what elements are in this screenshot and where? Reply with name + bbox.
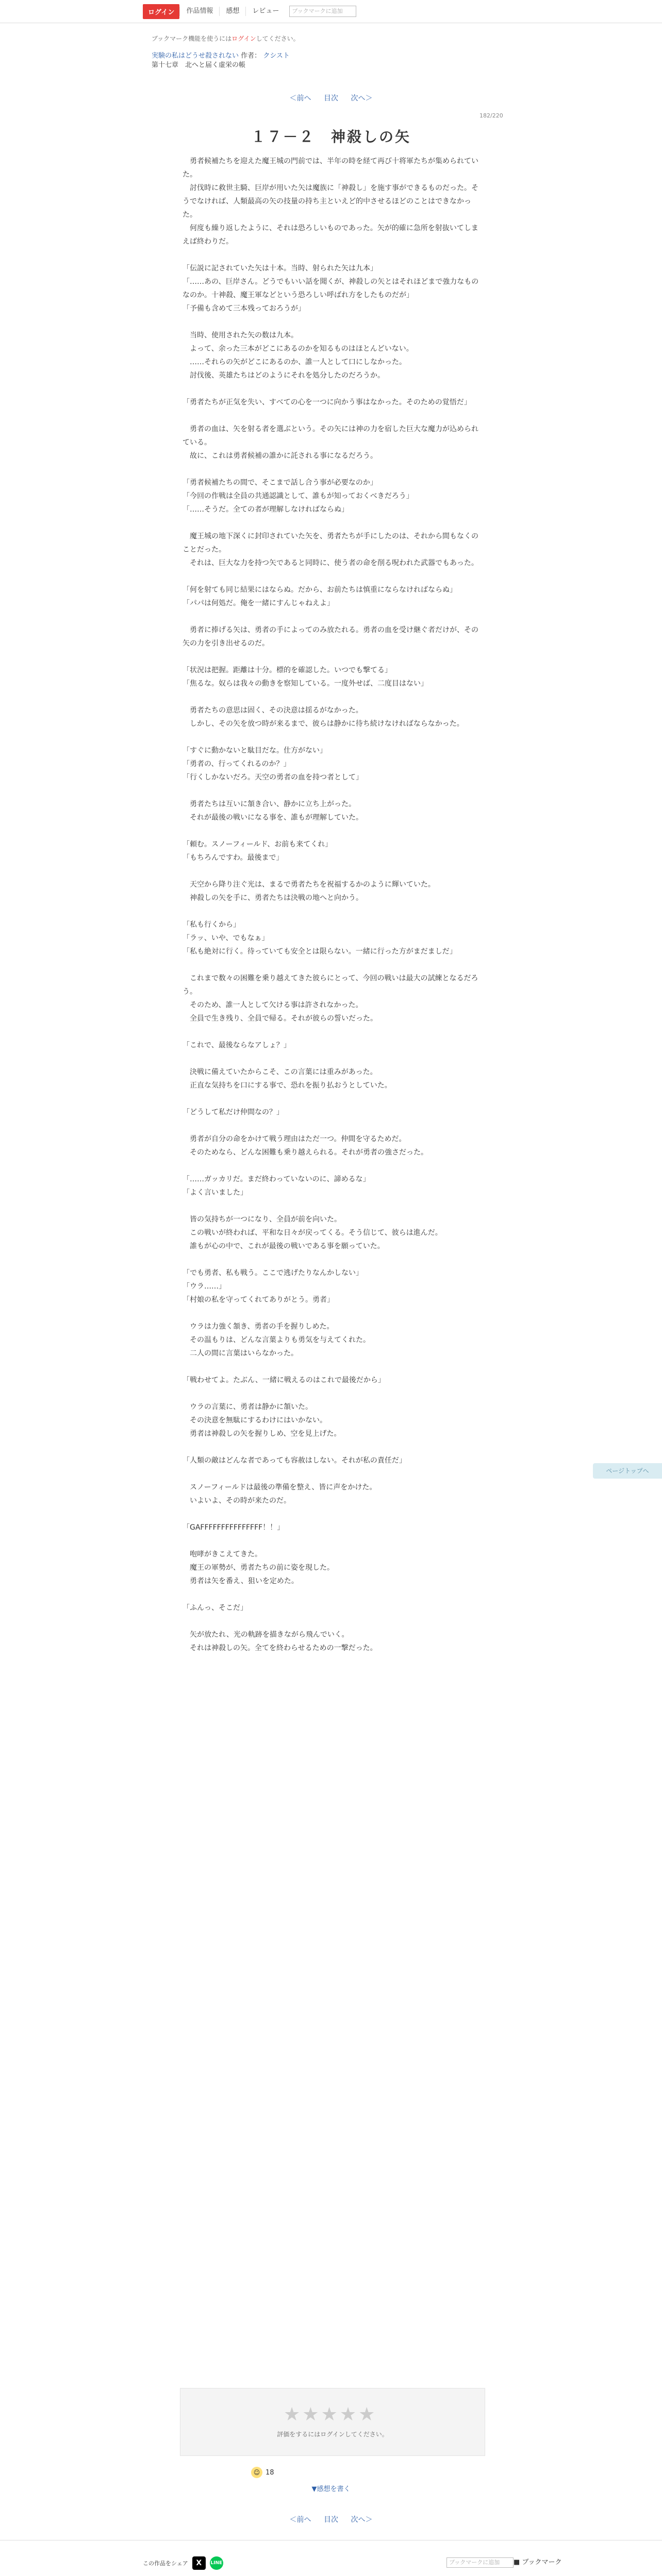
body-paragraph: [183, 610, 482, 623]
write-impression-link[interactable]: ▼感想を書く: [311, 2485, 351, 2493]
share-row: [143, 2556, 223, 2570]
body-paragraph: 勇者は神殺しの矢を握りしめ、空を見上げた。: [183, 1430, 341, 1438]
body-paragraph: 「伝説に記されていた矢は十本。当時、射られた矢は九本」: [183, 264, 377, 273]
body-paragraph: [183, 824, 482, 838]
body-paragraph: 勇者たちは互いに頷き合い、静かに立ち上がった。: [183, 800, 356, 808]
notice-login-link[interactable]: ログイン: [231, 35, 256, 42]
body-paragraph: 勇者たちの意思は固く、その決意は揺るがなかった。: [183, 706, 363, 715]
likes-count: 18: [266, 2468, 274, 2477]
body-paragraph: しかし、その矢を放つ時が来るまで、彼らは静かに待ち続けなければならなかった。: [183, 720, 464, 728]
body-paragraph: [183, 1507, 482, 1521]
body-paragraph: [183, 865, 482, 878]
body-paragraph: 「今回の作戦は全員の共通認識として、誰もが知っておくべきだろう」: [183, 492, 413, 500]
body-paragraph: [183, 1387, 482, 1400]
body-paragraph: [183, 1025, 482, 1039]
body-paragraph: 決戦に備えていたからこそ、この言葉には重みがあった。: [183, 1068, 377, 1076]
body-paragraph: それが最後の戦いになる事を、誰もが理解していた。: [183, 814, 363, 822]
nav-item-impressions[interactable]: 感想: [219, 7, 245, 16]
series-title-line: [152, 52, 290, 61]
body-paragraph: 天空から降り注ぐ光は、まるで勇者たちを祝福するかのように輝いていた。: [183, 880, 435, 889]
body-paragraph: [183, 315, 482, 329]
body-paragraph: 「よく言いました」: [183, 1189, 247, 1197]
body-paragraph: [183, 409, 482, 422]
body-paragraph: [183, 1534, 482, 1548]
body-paragraph: 勇者の血は、矢を射る者を選ぶという。その矢には神の力を宿した巨大な魔力が込められている。: [183, 425, 478, 447]
bookmark-add-button-bottom[interactable]: ブックマークに追加: [446, 2557, 514, 2568]
bookmark-login-notice: [152, 34, 300, 43]
body-paragraph: 「ウラ……」: [183, 1282, 226, 1291]
author-label: 作者：: [241, 52, 261, 60]
body-paragraph: 勇者が自分の命をかけて戦う理由はただ一つ。仲間を守るためだ。: [183, 1135, 406, 1143]
body-paragraph: [183, 958, 482, 972]
body-paragraph: 咆哮がきこえてきた。: [183, 1550, 262, 1558]
body-paragraph: [183, 1159, 482, 1173]
body-paragraph: [183, 1615, 482, 1628]
body-paragraph: 「勇者たちが正気を失い、すべての心を一つに向かう事はなかった。そのための覚悟だ」: [183, 398, 471, 406]
login-button[interactable]: ログイン: [143, 4, 179, 19]
body-paragraph: 「私も絶対に行く。待っていても安全とは限らない。一緒に行った方がまだましだ」: [183, 947, 457, 956]
bookmark-button[interactable]: [514, 2556, 562, 2566]
body-paragraph: 「焦るな。奴らは我々の動きを察知している。一度外せば、二度目はない」: [183, 680, 428, 688]
body-paragraph: 「戦わせてよ。たぶん、一緒に戦えるのはこれで最後だから」: [183, 1376, 385, 1384]
body-paragraph: 「ふんっ、そこだ」: [183, 1604, 247, 1612]
prev-chapter-link-bottom[interactable]: ＜前へ: [289, 2516, 311, 2524]
body-paragraph: 魔王の軍勢が、勇者たちの前に姿を現した。: [183, 1564, 334, 1572]
x-share-icon[interactable]: X: [192, 2556, 206, 2570]
smile-icon: ☺: [251, 2467, 262, 2478]
body-paragraph: スノーフィールドは最後の準備を整え、皆に声をかけた。: [183, 1483, 377, 1492]
body-paragraph: [183, 382, 482, 396]
body-paragraph: 「私も行くから」: [183, 921, 240, 929]
notice-suffix: してください。: [256, 35, 300, 42]
body-paragraph: そのためなら、どんな困難も乗り越えられる。それが勇者の強さだった。: [183, 1148, 428, 1157]
body-paragraph: ウラは力強く頷き、勇者の手を握りしめた。: [183, 1323, 334, 1331]
body-paragraph: 故に、これは勇者候補の誰かに託される事になるだろう。: [183, 452, 377, 460]
share-label: この作品をシェア: [143, 2560, 188, 2567]
body-paragraph: [183, 731, 482, 744]
bookmark-add-button[interactable]: ブックマークに追加: [289, 6, 356, 17]
body-paragraph: [183, 463, 482, 476]
body-paragraph: 矢が放たれ、光の軌跡を描きながら飛んでいく。: [183, 1631, 349, 1639]
likes[interactable]: [251, 2467, 274, 2478]
body-paragraph: 勇者は矢を番え、狙いを定めた。: [183, 1577, 299, 1585]
body-paragraph: 誰もが心の中で、これが最後の戦いである事を願っていた。: [183, 1242, 385, 1250]
body-paragraph: 「でも勇者、私も戦う。ここで逃げたりなんかしない」: [183, 1269, 363, 1277]
body-paragraph: [183, 1052, 482, 1065]
body-paragraph: 当時、使用された矢の数は九本。: [183, 331, 298, 340]
body-paragraph: [183, 1253, 482, 1266]
body-paragraph: ウラの言葉に、勇者は静かに頷いた。: [183, 1403, 312, 1411]
body-paragraph: 「勇者の、行ってくれるのか？」: [183, 760, 291, 768]
next-chapter-link[interactable]: 次へ＞: [351, 94, 373, 103]
body-paragraph: 「……あの、巨岸さん。どうでもいい話を聞くが、神殺しの矢とはそれほどまで強力なものなのか。十神殺、魔王軍などという恐ろしい呼ばれ方をしたものだが」: [183, 278, 479, 299]
body-paragraph: [183, 905, 482, 918]
body-paragraph: 「どうして私だけ仲間なの？」: [183, 1108, 284, 1116]
body-paragraph: その決意を無駄にするわけにはいかない。: [183, 1416, 327, 1425]
body-paragraph: [183, 516, 482, 530]
body-paragraph: 「もちろんですわ。最後まで」: [183, 854, 284, 862]
body-paragraph: [183, 1360, 482, 1374]
body-paragraph: 「行くしかないだろ。天空の勇者の血を持つ者として」: [183, 773, 363, 782]
body-paragraph: 神殺しの矢を手に、勇者たちは決戦の地へと向かう。: [183, 894, 363, 902]
body-paragraph: 「ラッ、いや、でもなぁ」: [183, 934, 269, 942]
body-paragraph: 勇者候補たちを迎えた魔王城の門前では、半年の時を経て再び十将軍たちが集められていた。: [183, 157, 478, 179]
body-paragraph: [183, 1119, 482, 1132]
rating-login-notice: 評価をするにはログインしてください。: [277, 2431, 388, 2438]
body-paragraph: それは神殺しの矢。全てを終わらせるための一撃だった。: [183, 1644, 377, 1652]
chapter-group: 第十七章 北へと届く虚栄の帳: [152, 61, 246, 69]
series-title-link[interactable]: 実験の私はどうせ殺されない: [152, 52, 239, 60]
body-paragraph: [183, 570, 482, 583]
notice-prefix: ブックマーク機能を使うには: [152, 35, 232, 42]
chapter-body: [183, 155, 482, 1655]
top-navigation-inner: [143, 4, 356, 19]
top-navigation: [0, 0, 662, 23]
body-paragraph: [183, 1467, 482, 1481]
toc-link-bottom[interactable]: 目次: [324, 2516, 338, 2524]
series-info: [152, 52, 290, 70]
body-paragraph: この戦いが終われば、平和な日々が戻ってくる。そう信じて、彼らは進んだ。: [183, 1229, 442, 1237]
chapter-navigation-top: [0, 93, 662, 103]
body-paragraph: それは、巨大な力を持つ矢であると同時に、使う者の命を削る呪われた武器でもあった。: [183, 559, 478, 567]
body-paragraph: 討伐後、英雄たちはどのようにそれを処分したのだろうか。: [183, 371, 385, 380]
bookmark-label: ブックマーク: [522, 2558, 562, 2566]
body-paragraph: その温もりは、どんな言葉よりも勇気を与えてくれた。: [183, 1336, 370, 1344]
nav-item-reviews[interactable]: レビュー: [245, 7, 285, 16]
body-paragraph: 「GAFFFFFFFFFFFFFFF！！」: [183, 1523, 285, 1532]
body-paragraph: 「村娘の私を守ってくれてありがとう。勇者」: [183, 1296, 334, 1304]
body-paragraph: これまで数々の困難を乗り越えてきた彼らにとって、今回の戦いは最大の試練となるだろう。: [183, 974, 478, 996]
body-paragraph: 「何を射ても同じ結果にはならぬ。だから、お前たちは慎重にならなければならぬ」: [183, 586, 457, 594]
body-paragraph: 「予備も含めて三本残っておろうが」: [183, 304, 305, 313]
body-paragraph: 正直な気持ちを口にする事で、恐れを振り払おうとしていた。: [183, 1081, 392, 1090]
body-paragraph: [183, 650, 482, 664]
body-paragraph: [183, 1092, 482, 1106]
body-paragraph: 皆の気持ちが一つになり、全員が前を向いた。: [183, 1215, 341, 1224]
body-paragraph: [183, 248, 482, 262]
next-chapter-link-bottom[interactable]: 次へ＞: [351, 2516, 373, 2524]
body-paragraph: よって、余った三本がどこにあるのかを知るものはほとんどいない。: [183, 345, 413, 353]
body-paragraph: [183, 1440, 482, 1454]
toc-link[interactable]: 目次: [324, 94, 338, 103]
body-paragraph: [183, 690, 482, 704]
body-paragraph: そのため、誰一人として欠ける事は許されなかった。: [183, 1001, 363, 1009]
bookmark-icon: ■: [514, 2558, 520, 2566]
body-paragraph: いよいよ、その時が来たのだ。: [183, 1497, 291, 1505]
nav-item-info[interactable]: 作品情報: [179, 7, 219, 16]
body-paragraph: [183, 1199, 482, 1213]
body-paragraph: 「頼む。スノーフィールド、お前も来てくれ」: [183, 840, 333, 849]
body-paragraph: [183, 784, 482, 798]
body-paragraph: 「これで、最後ならなアしょ？」: [183, 1041, 291, 1049]
body-paragraph: ……それらの矢がどこにあるのか、誰一人として口にしなかった。: [183, 358, 406, 366]
body-paragraph: 二人の間に言葉はいらなかった。: [183, 1349, 298, 1358]
author-link[interactable]: クシスト: [263, 52, 290, 60]
body-paragraph: 「勇者候補たちの間で、そこまで話し合う事が必要なのか」: [183, 479, 377, 487]
body-paragraph: 全員で生き残り、全員で帰る。それが彼らの誓いだった。: [183, 1014, 377, 1023]
body-paragraph: 「状況は把握。距離は十分。標的を確認した。いつでも撃てる」: [183, 666, 392, 674]
chapter-navigation-bottom: [0, 2514, 662, 2524]
page-top-button[interactable]: ページトップへ: [593, 1463, 662, 1479]
line-share-icon[interactable]: LINE: [210, 2556, 223, 2570]
body-paragraph: 討伐時に救世主騎、巨岸が用いた矢は魔族に「神殺し」を施す事ができるものだった。そうでなければ、人類最高の矢の技量の持ち主といえど的中させるほどのことはできなかった。: [183, 184, 478, 219]
body-paragraph: 「パパは何処だ。俺を一緒にすんじゃねえよ」: [183, 599, 334, 607]
chapter-title: １７－２ 神殺しの矢: [251, 128, 411, 145]
page-number: 182/220: [479, 112, 503, 119]
body-paragraph: 魔王城の地下深くに封印されていた矢を、勇者たちが手にしたのは、それから間もなくのことだった。: [183, 532, 478, 554]
body-paragraph: 「すぐに動かないと駄目だな。仕方がない」: [183, 747, 327, 755]
body-paragraph: [183, 1588, 482, 1601]
body-paragraph: 「人類の敵はどんな者であっても容赦はしない。それが私の責任だ」: [183, 1456, 406, 1465]
body-paragraph: [183, 1307, 482, 1320]
body-paragraph: 「……そうだ。全ての者が理解しなければならぬ」: [183, 505, 349, 514]
body-paragraph: 勇者に捧げる矢は、勇者の手によってのみ放たれる。勇者の血を受け継ぐ者だけが、その矢の力を引き出せるのだ。: [183, 626, 478, 648]
rating-panel: [180, 2388, 485, 2456]
rating-stars[interactable]: ★★★★★: [284, 2404, 377, 2425]
body-paragraph: 「……ガッカリだ。まだ終わっていないのに、諦めるな」: [183, 1175, 370, 1183]
prev-chapter-link[interactable]: ＜前へ: [289, 94, 311, 103]
body-paragraph: 何度も繰り返したように、それは恐ろしいものであった。矢が的確に急所を射抜いてしまえば終わりだ。: [183, 224, 478, 246]
